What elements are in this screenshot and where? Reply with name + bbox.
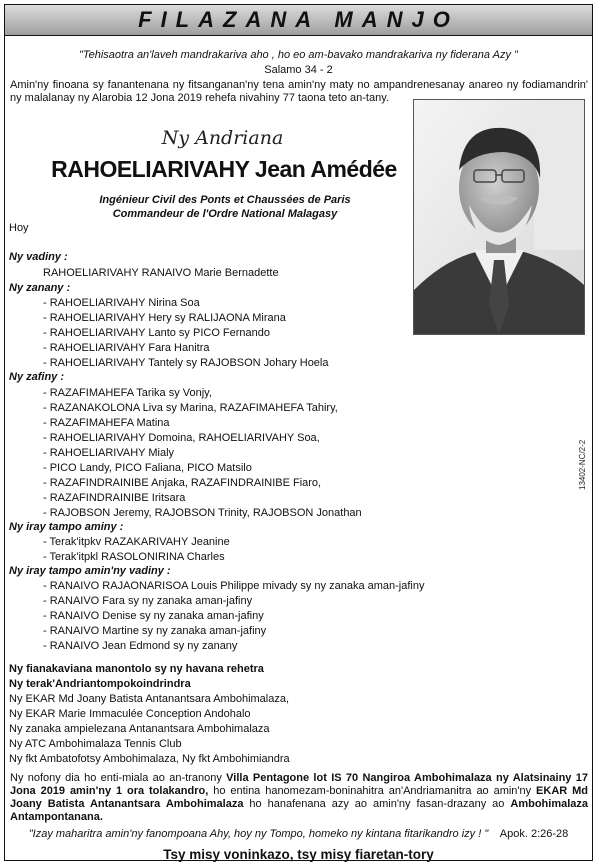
church-name: EKAR Md Joany Batista Antanantsara Ambohimalaza xyxy=(10,785,588,810)
funeral-text: ho hanafenana azy ao amin'ny fasan-drazany ao xyxy=(243,798,511,810)
list-item: - RAHOELIARIVAHY Mialy xyxy=(43,447,175,459)
spouse-heading: Ny vadiny : xyxy=(9,251,68,263)
honorific: Ny Andriana xyxy=(161,127,284,149)
grandchildren-heading: Ny zafiny : xyxy=(9,371,65,383)
burial-place: Ambohimalaza Antampontanana. xyxy=(10,798,589,823)
list-item: - RAZAFINDRAINIBE Iritsara xyxy=(43,492,186,504)
spouse-name: RAHOELIARIVAHY RANAIVO Marie Bernadette xyxy=(43,267,279,279)
family-all-line: Ny fianakaviana manontolo sy ny havana rehetra xyxy=(9,663,264,675)
deceased-name: RAHOELIARIVAHY Jean Amédée xyxy=(51,156,397,182)
spouse-siblings-heading: Ny iray tampo amin'ny vadiny : xyxy=(9,565,171,577)
funeral-text: ho entina hanomezam-boninahitra an'Andriamanitra ao amin'ny xyxy=(208,785,537,797)
list-item: - RAHOELIARIVAHY Tantely sy RAJOBSON Johary Hoela xyxy=(43,357,329,369)
list-item: Ny fkt Ambatofotsy Ambohimalaza, Ny fkt Ambohimiandra xyxy=(9,753,290,765)
funeral-notice xyxy=(4,4,593,861)
notice-title: FILAZANA MANJO xyxy=(138,7,459,32)
list-item: - RAHOELIARIVAHY Nirina Soa xyxy=(43,297,200,309)
list-item: Ny EKAR Marie Immaculée Conception Andohalo xyxy=(9,708,251,720)
side-code: 13402-NC/2-2 xyxy=(578,439,587,490)
list-item: - RAHOELIARIVAHY Domoina, RAHOELIARIVAHY Soa, xyxy=(43,432,320,444)
list-item: - PICO Landy, PICO Faliana, PICO Matsilo xyxy=(43,462,252,474)
children-heading: Ny zanany : xyxy=(9,282,71,294)
list-item: - RAJOBSON Jeremy, RAJOBSON Trinity, RAJOBSON Jonathan xyxy=(43,507,362,519)
list-item: - RAHOELIARIVAHY Hery sy RALIJAONA Mirana xyxy=(43,312,286,324)
list-item: - RAZAFINDRAINIBE Anjaka, RAZAFINDRAINIBE Fiaro, xyxy=(43,477,322,489)
portrait-illustration xyxy=(414,100,584,334)
deceased-titles xyxy=(65,193,385,221)
portrait-photo xyxy=(413,99,585,335)
list-item: - RANAIVO Fara sy ny zanaka aman-jafiny xyxy=(43,595,253,607)
lineage-line: Ny terak'Andriantompokoindrindra xyxy=(9,678,191,690)
list-item: - RANAIVO Denise sy ny zanaka aman-jafiny xyxy=(43,610,264,622)
list-item: Ny zanaka ampielezana Antanantsara Ambohimalaza xyxy=(9,723,270,735)
closing-quote-text: "Izay maharitra amin'ny fanompoana Ahy, hoy ny Tompo, homeko ny kintana fitarikandro izy ! " xyxy=(28,828,489,840)
hoy-label: Hoy xyxy=(9,222,29,234)
closing-quote xyxy=(5,828,592,841)
deceased-title-line: Commandeur de l'Ordre National Malagasy xyxy=(112,208,338,220)
list-item: - RAZAFIMAHEFA Matina xyxy=(43,417,170,429)
list-item: Ny EKAR Md Joany Batista Antanantsara Ambohimalaza, xyxy=(9,693,290,705)
deceased-title-line: Ingénieur Civil des Ponts et Chaussées de Paris xyxy=(99,194,351,206)
list-item: - RAHOELIARIVAHY Lanto sy PICO Fernando xyxy=(43,327,271,339)
siblings-heading: Ny iray tampo aminy : xyxy=(9,521,124,533)
list-item: - RANAIVO RAJAONARISOA Louis Philippe mivady sy ny zanaka aman-jafiny xyxy=(43,580,425,592)
list-item: - Terak'itpkv RAZAKARIVAHY Jeanine xyxy=(43,536,230,548)
epigraph-quote: "Tehisaotra an'laveh mandrakariva aho , ho eo am-bavako mandrakariva ny fiderana Azy " xyxy=(79,49,518,61)
footer-note: Tsy misy voninkazo, tsy misy fiaretan-tory xyxy=(163,847,434,862)
list-item: - Terak'itpkl RASOLONIRINA Charles xyxy=(43,551,225,563)
list-item: - RAHOELIARIVAHY Fara Hanitra xyxy=(43,342,210,354)
funeral-details xyxy=(10,772,588,824)
funeral-location: Villa Pentagone lot IS 70 Nangiroa Ambohimalaza ny Alatsinainy 17 Jona 2019 amin'ny 1 ora tolakandro, xyxy=(10,772,588,797)
funeral-text: Ny nofony dia ho enti-miala ao an-tranony xyxy=(10,772,227,784)
intro-text: Amin'ny finoana sy fanantenana ny fitsanganan'ny tena amin'ny maty no ampandrenesanay anareo ny fodiamandrin' ny malalanay ny Alarobia 12 Jona 2019 rehefa nivahiny 77 taona teto an-tany. xyxy=(10,79,588,104)
list-item: - RANAIVO Martine sy ny zanaka aman-jafiny xyxy=(43,625,267,637)
closing-quote-reference: Apok. 2:26-28 xyxy=(499,828,569,840)
header-banner xyxy=(5,5,592,36)
epigraph-reference: Salamo 34 - 2 xyxy=(264,64,333,76)
list-item: Ny ATC Ambohimalaza Tennis Club xyxy=(9,738,182,750)
list-item: - RANAIVO Jean Edmond sy ny zanany xyxy=(43,640,238,652)
list-item: - RAZANAKOLONA Liva sy Marina, RAZAFIMAHEFA Tahiry, xyxy=(43,402,338,414)
list-item: - RAZAFIMAHEFA Tarika sy Vonjy, xyxy=(43,387,212,399)
